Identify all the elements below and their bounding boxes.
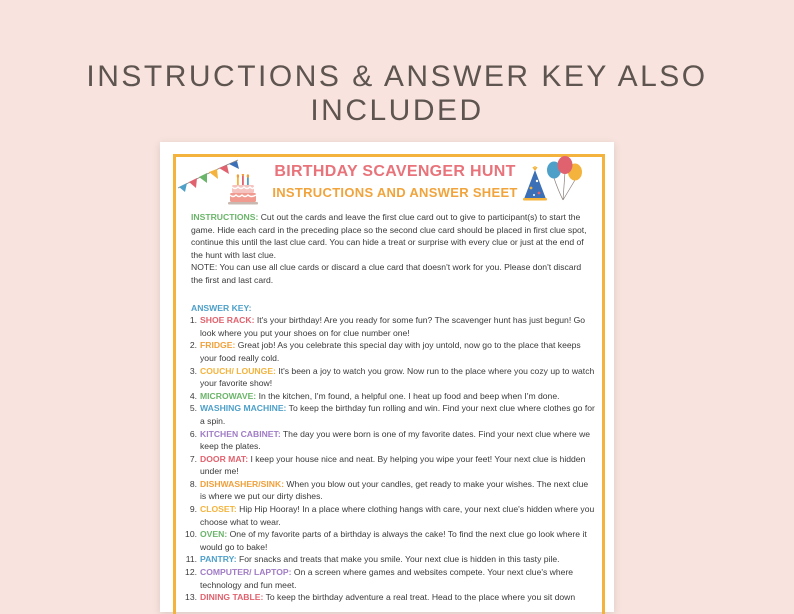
answer-item	[191, 428, 595, 453]
answer-clue-text: Great job! As you celebrate this special day with joy untold, now go to the place that keeps your food really cold.	[200, 340, 581, 363]
instructions-label: INSTRUCTIONS:	[191, 212, 259, 222]
answer-number: 9.	[189, 504, 197, 515]
answer-item	[191, 478, 595, 503]
answer-clue-text: It's been a joy to watch you grow. Now run to the place where you cozy up to watch your favorite show!	[200, 365, 595, 389]
answer-location-label: COMPUTER/ LAPTOP:	[200, 567, 292, 578]
answer-number: 6.	[189, 428, 197, 439]
answer-number: 5.	[189, 403, 197, 414]
answer-number: 12.	[185, 567, 197, 578]
sheet-body	[185, 211, 595, 604]
answer-item	[185, 566, 595, 591]
answer-key-heading: ANSWER KEY:	[191, 302, 252, 313]
answer-item	[191, 314, 595, 339]
answer-location-label: PANTRY:	[200, 554, 237, 565]
answer-location-label: DINING TABLE:	[200, 592, 264, 603]
answer-number: 4.	[189, 390, 197, 401]
answer-location-label: MICROWAVE:	[200, 390, 257, 401]
instructions-text: Cut out the cards and leave the first clue card out to give to participant(s) to start the game. Hide each card in the preceding place so the second clue card should be placed in first clue spot, continue this until the last clue card. You can hide a treat or surprise with every clue or just at the end of the hunt with last clue.	[191, 212, 587, 260]
answer-number: 7.	[189, 453, 197, 464]
answer-number: 11.	[185, 554, 197, 565]
answer-location-label: OVEN:	[200, 529, 228, 540]
answer-clue-text: On a screen where games and websites compete. Your next clue's where technology and fun meet.	[200, 567, 574, 590]
answer-location-label: CLOSET:	[200, 504, 237, 515]
answer-item	[191, 390, 595, 403]
instructions-paragraph	[191, 211, 595, 261]
page-headline: INSTRUCTIONS & ANSWER KEY ALSO INCLUDED	[86, 60, 708, 127]
answer-number: 1.	[189, 315, 197, 326]
answer-number: 10.	[185, 529, 197, 540]
answer-item	[185, 528, 595, 553]
answer-item	[191, 503, 595, 528]
note-paragraph: NOTE: You can use all clue cards or discard a clue card that doesn't work for you. Please don't discard the first and last card.	[191, 262, 582, 285]
answer-location-label: COUCH/ LOUNGE:	[200, 365, 276, 376]
sheet-title: BIRTHDAY SCAVENGER HUNT	[274, 163, 516, 180]
answer-item	[191, 339, 595, 364]
answer-location-label: DISHWASHER/SINK:	[200, 478, 285, 489]
answer-clue-text: One of my favorite parts of a birthday is always the cake! To find the next clue go look where it would go to bake!	[200, 529, 587, 552]
answer-clue-text: In the kitchen, I'm found, a helpful one. I heat up food and beep when I'm done.	[256, 390, 560, 401]
answer-location-label: SHOE RACK:	[200, 315, 255, 326]
answer-clue-text: To keep the birthday adventure a real treat. Head to the place where you sit down	[263, 592, 576, 603]
birthday-cake-icon	[228, 174, 258, 206]
answer-item	[191, 453, 595, 478]
answer-item	[185, 591, 595, 604]
sheet-subtitle: INSTRUCTIONS AND ANSWER SHEET	[272, 185, 518, 200]
answer-number: 3.	[189, 365, 197, 376]
answer-item	[191, 402, 595, 427]
answer-clue-text: For snacks and treats that make you smile. Your next clue is hidden in this tasty pile.	[236, 554, 560, 565]
answer-number: 13.	[185, 592, 197, 603]
answer-location-label: KITCHEN CABINET:	[200, 428, 281, 439]
answer-number: 2.	[189, 340, 197, 351]
answer-clue-text: The day you were born is one of my favorite dates. Find your next clue where we keep the plates.	[200, 428, 591, 452]
balloons-icon	[544, 156, 586, 202]
answer-clue-text: To keep the birthday fun rolling and win. Find your next clue where clothes go for a spin.	[200, 403, 595, 426]
answer-location-label: DOOR MAT:	[200, 453, 249, 464]
answer-item	[191, 365, 595, 390]
answer-item	[185, 553, 595, 566]
answer-clue-text: Hip Hip Hooray! In a place where clothing hangs with care, your next clue's hidden where you choose what to wear.	[200, 504, 595, 527]
answer-clue-text: When you blow out your candles, get ready to make your wishes. The next clue is where we put our dirty dishes.	[200, 478, 589, 502]
answer-location-label: WASHING MACHINE:	[200, 403, 287, 414]
answer-number: 8.	[189, 478, 197, 489]
answer-key-list	[185, 314, 595, 604]
answer-location-label: FRIDGE:	[200, 340, 236, 351]
answer-clue-text: I keep your house nice and neat. By helping you wipe your feet! Your next clue is hidden under me!	[200, 453, 586, 477]
answer-clue-text: It's your birthday! Are you ready for some fun? The scavenger hunt has just begun! Go look where you put your shoes on for clue number one!	[200, 315, 586, 338]
